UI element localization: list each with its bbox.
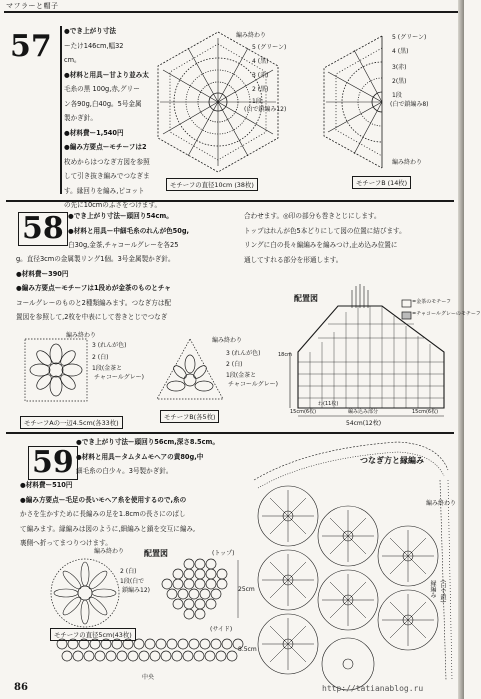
p57-line: して引き抜き編みでつなぎま <box>64 172 150 180</box>
p58-line: リングに白の長々編編みを編みつけ,止め込み位置に <box>244 241 398 249</box>
p59-line: ●編み方要点ー毛足の長いモヘア糸を使用するので,糸の <box>20 495 187 504</box>
p59-side-layout <box>52 636 252 670</box>
p58-dim: 15cm(6枚) <box>412 409 439 415</box>
p57-b-label: 編み終わり <box>392 159 423 166</box>
p57-b-label: 5 (グリーン) <box>392 34 427 41</box>
p57-line: ●材料費ー1,540円 <box>64 128 124 137</box>
p58-line: ●編み方要点ーモチーフは1段めが金茶のものとチャ <box>16 284 171 292</box>
p58-a-label: 編み終わり <box>66 332 97 339</box>
page-number: 86 <box>14 682 28 693</box>
p57-line: 製かぎ針。 <box>64 114 97 122</box>
p59-line: ●でき上がり寸法ー頭回り56cm,深さ8.5cm。 <box>76 438 219 446</box>
p58-dim: 15cm(6枚) <box>290 409 317 415</box>
p58-line: 合わせます。◎印の部分も巻きとじにします。 <box>244 212 381 220</box>
watermark-url: http://tatianablog.ru <box>322 684 424 693</box>
p59-edge-label: 編み終わり <box>426 500 457 507</box>
p58-b-label: 1段(金茶と <box>226 372 257 379</box>
p58-legend-item: =チャコールグレーのモチーフ <box>412 311 481 317</box>
p59-edge-label: 縁編み <box>429 580 436 598</box>
p58-line: ●材料費ー390円 <box>16 269 69 278</box>
p59-top-layout <box>150 556 250 620</box>
p58-dim: わ(11枚) <box>318 401 339 407</box>
p58-a-label: チャコールグレー) <box>94 374 144 381</box>
p57-motif-b-caption: モチーフB (14枚) <box>352 176 411 189</box>
p57-line: cm。 <box>64 56 81 64</box>
p58-b-label: 2 (白) <box>226 361 243 368</box>
p57-a-label: 編み終わり <box>236 32 267 39</box>
p59-line: ●材料費ー510円 <box>20 481 73 489</box>
p59-motif-label: 2 (白) <box>120 568 137 575</box>
p57-b-label: 3(赤) <box>392 64 407 71</box>
p57-line: ●でき上がり寸法 <box>64 27 116 35</box>
p57-motif-b-chart <box>316 32 388 172</box>
p59-dim: 中央 <box>142 674 155 681</box>
p58-line: 通してすれる部分を形通します。 <box>244 255 343 264</box>
p57-line: の先に10cmのふさをつけます。 <box>64 201 162 209</box>
p58-b-label: 編み終わり <box>212 337 243 344</box>
p59-motif-label: 鎖編み12) <box>122 587 150 594</box>
p59-motif-chart <box>48 556 122 630</box>
p58-line: コールグレーのものと2種類編みます。つなぎ方は配 <box>16 298 172 307</box>
p57-b-label: 4 (黒) <box>392 48 409 55</box>
p59-motif-label: 1段(白で <box>120 578 145 585</box>
p59-side-label: (サイド) <box>210 626 233 633</box>
p57-line: す。縁回りを編み,ピコット <box>64 186 145 195</box>
p58-line: ●でき上がり寸法ー頭回り54cm。 <box>68 212 173 220</box>
p58-motif-b-caption: モチーフB(各5枚) <box>160 410 219 423</box>
p57-line: 毛糸の黒 100g,赤,グリー <box>64 85 140 93</box>
p59-joining-diagram <box>248 440 457 690</box>
p58-line: g。直径3cmの金属製リング1個。3号金属製かぎ針。 <box>16 255 175 263</box>
p58-a-label: 1段(金茶と <box>92 365 123 372</box>
p58-line: 置図を参照して,2枚を中表にして巻きとじでつなぎ <box>16 313 168 321</box>
p58-legend-item: =金茶のモチーフ <box>412 299 451 305</box>
p57-line: ●材料と用具ー甘より並み太 <box>64 70 149 79</box>
section-divider <box>6 200 454 202</box>
p58-a-label: 2 (白) <box>92 354 109 361</box>
p58-motif-b-chart <box>154 336 226 402</box>
p57-motif-a-caption: モチーフの直径10cm (38枚) <box>166 178 258 191</box>
section-header: マフラーと帽子 <box>6 2 59 10</box>
p59-joining-title: つなぎ方と縁編み <box>360 456 424 465</box>
p58-instructions <box>68 209 189 253</box>
section-divider <box>6 432 454 434</box>
pattern-number-57: 57 <box>10 29 52 64</box>
p57-a-label: (白で鎖編み12) <box>244 106 287 113</box>
p59-edge-label: (白で鎖) <box>439 580 446 603</box>
p58-dim: 18cm <box>278 352 292 358</box>
p58-line: ●材料と用具ー中細毛糸のれんが色50g, <box>68 226 190 235</box>
p58-layout-title: 配置図 <box>294 294 318 303</box>
p59-instructions-wide <box>20 478 195 551</box>
p57-b-label: 2(黒) <box>392 78 407 85</box>
p59-motif-label: 編み終わり <box>94 548 125 555</box>
p58-dim: 編み込み部分 <box>348 409 379 415</box>
p59-dim: 25cm <box>238 586 255 593</box>
p58-instructions-wide <box>16 252 175 325</box>
p57-a-label: 2 (黒) <box>252 86 269 93</box>
binding-edge <box>458 0 464 699</box>
p58-motif-a-chart <box>22 336 90 404</box>
p59-instructions <box>76 435 219 479</box>
p59-line: て編みます。縁編みは図のように,細編みと鎖を交互に編み, <box>20 524 196 533</box>
p59-top-label: (トップ) <box>212 550 235 557</box>
p58-b-label: チャコールグレー) <box>228 381 278 388</box>
p58-line: 白30g,金茶,チャコールグレーを各25 <box>68 241 179 249</box>
p57-a-label: 3 (赤) <box>252 72 269 79</box>
p58-line: トップはれんが色5本どりにして図の位置に結びます。 <box>244 226 406 235</box>
p57-line: 枚めからはつなぎ方図を参照 <box>64 157 150 166</box>
p58-instructions-right <box>244 209 406 267</box>
p57-a-label: 5 (グリーン) <box>252 44 287 51</box>
p59-line: 細毛糸の白少々。3号製かぎ針。 <box>76 467 173 475</box>
p57-b-label: (白で鎖編み8) <box>390 101 429 108</box>
p58-motif-a-caption: モチーフAの一辺4.5cm(各33枚) <box>20 416 123 429</box>
header-rule <box>4 11 458 13</box>
pattern-number-58: 58 <box>18 212 68 246</box>
pattern-number-59: 59 <box>28 446 78 480</box>
p57-line: ーたけ146cm,幅32 <box>64 41 124 50</box>
p57-b-label: 1段 <box>392 92 402 99</box>
p57-divider <box>60 26 62 194</box>
p59-layout-title: 配置図 <box>144 549 168 558</box>
p59-line: ●材料と用具ータムタムモヘアの黄80g,中 <box>76 452 204 461</box>
p58-a-label: 3 (れんが色) <box>92 342 127 349</box>
p59-dim: 8.5cm <box>238 646 257 653</box>
p59-line: かさを生かすために長編みの足を1.8cmの長さにのばし <box>20 510 186 518</box>
p57-instructions <box>64 24 161 213</box>
p57-a-label: 4 (黒) <box>252 58 269 65</box>
p58-b-label: 3 (れんが色) <box>226 350 261 357</box>
p57-line: ン各90g,白40g。5号金属 <box>64 99 142 108</box>
p59-line: 裏側へ折ってまつりつけます。 <box>20 539 112 547</box>
p57-line: ●編み方要点ーモチーフは2 <box>64 143 147 151</box>
p57-a-label: 1段 <box>252 98 262 105</box>
p59-motif-caption: モチーフの直径5cm(43枚) <box>50 628 136 641</box>
p58-dim: 54cm(12枚) <box>346 420 382 427</box>
